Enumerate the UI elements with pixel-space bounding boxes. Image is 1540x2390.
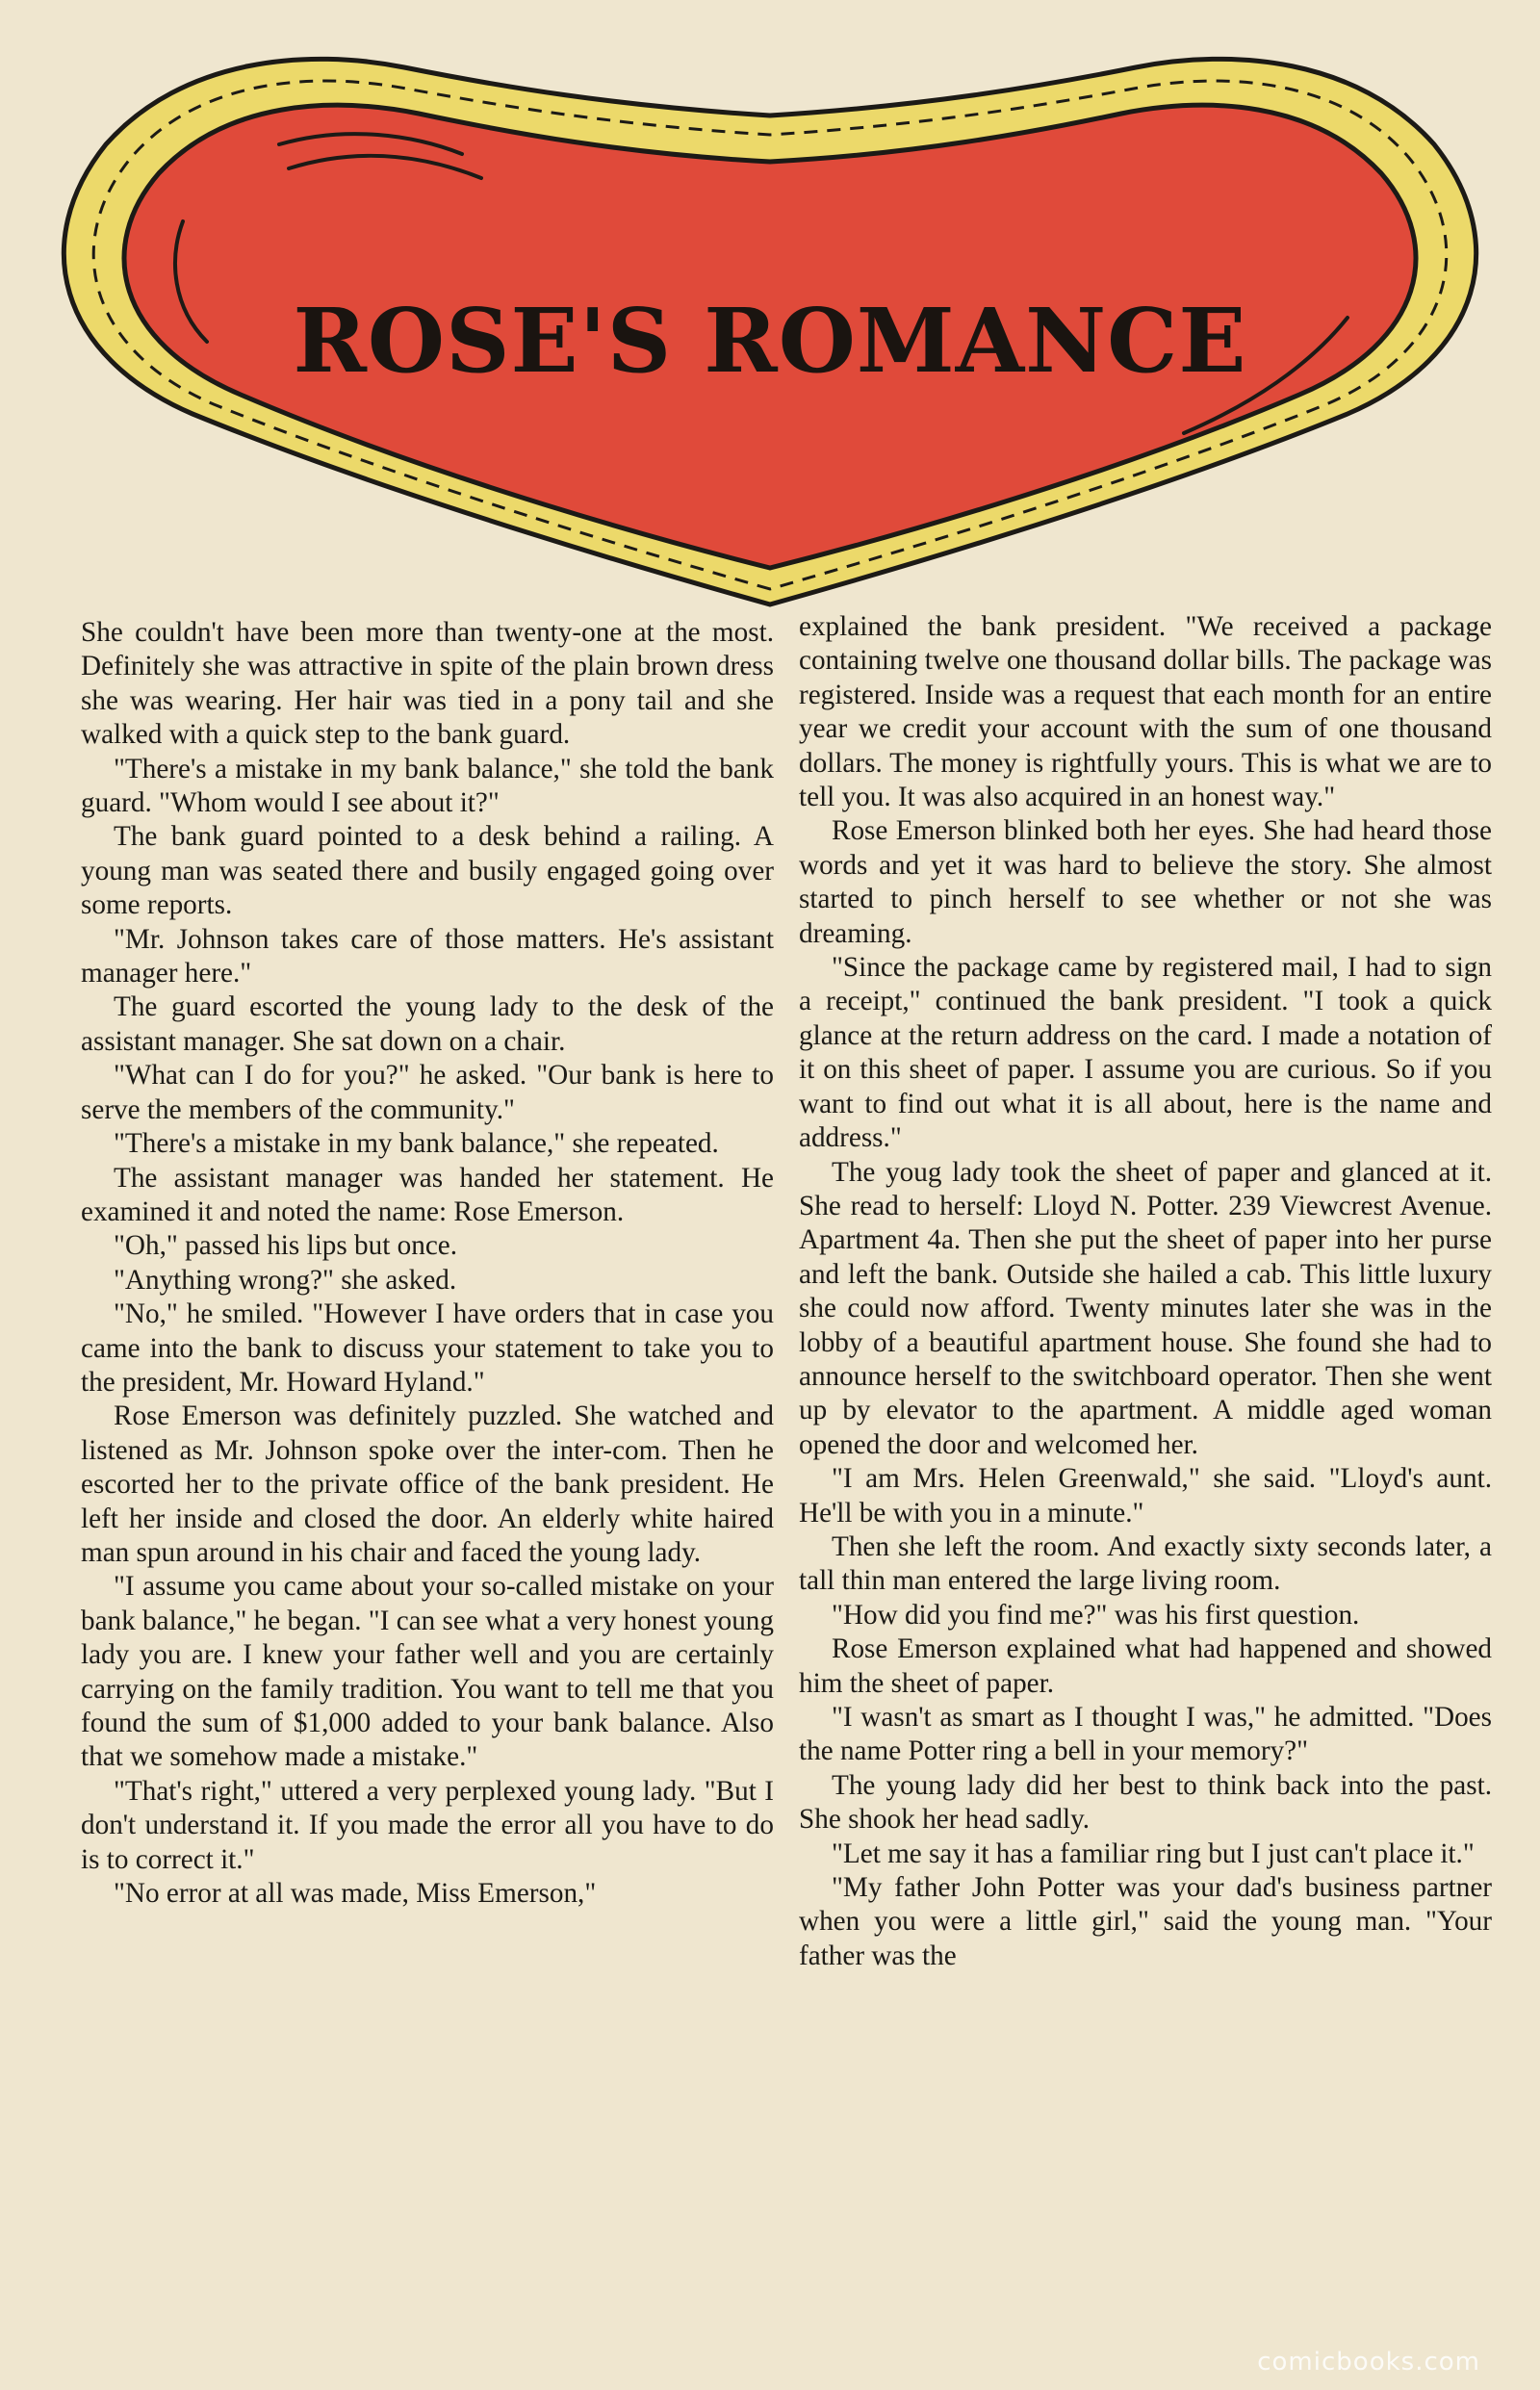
paragraph: She couldn't have been more than twenty-one at the most. Definitely she was attractive in spite of the plain brown dress she was wearing. Her hair was tied in a pony tail and she walked with a quick step to the bank guard. [81,617,774,751]
paragraph: "No error at all was made, Miss Emerson," [114,1878,597,1910]
paragraph: "There's a mistake in my bank balance," she repeated. [114,1128,719,1160]
left-column [81,616,774,1911]
paragraph: "No," he smiled. "However I have orders that in case you came into the bank to discuss your statement to take you to the president, Mr. Howard Hyland." [81,1298,774,1398]
paragraph: The young lady did her best to think back into the past. She shook her head sadly. [799,1769,1492,1836]
paragraph: "I wasn't as smart as I thought I was," he admitted. "Does the name Potter ring a bell in your memory?" [799,1702,1492,1767]
paragraph: "That's right," uttered a very perplexed young lady. "But I don't understand it. If you made the error all you have to do is to correct it." [81,1775,774,1875]
paragraph: "Anything wrong?" she asked. [114,1264,457,1296]
paragraph: Rose Emerson was definitely puzzled. She watched and listened as Mr. Johnson spoke over the inter-com. Then he escorted her to the private office of the bank president. He left her inside and closed the door. An elderly white haired man spun around in his chair and faced the young lady. [81,1401,774,1568]
paragraph: "Oh," passed his lips but once. [114,1230,458,1262]
right-column [799,610,1492,1973]
paragraph: The bank guard pointed to a desk behind a railing. A young man was seated there and busily engaged going over some reports. [81,821,774,921]
paragraph: The guard escorted the young lady to the desk of the assistant manager. She sat down on a chair. [81,991,774,1057]
watermark: comicbooks.com [1257,2348,1480,2377]
paragraph: "Mr. Johnson takes care of those matters. He's assistant manager here." [81,923,774,989]
paragraph: "My father John Potter was your dad's business partner when you were a little girl," said the young man. "Your father was the [799,1872,1492,1971]
story-title: ROSE'S ROMANCE [293,289,1247,393]
paragraph: "I assume you came about your so-called mistake on your bank balance," he began. "I can see what a very honest young lady you are. I knew your father well and you are certainly carrying on the family tradition. You want to tell me that you found the sum of $1,000 added to your bank balance. Also that we somehow made a mistake." [81,1571,774,1773]
paragraph: "What can I do for you?" he asked. "Our bank is here to serve the members of the community." [81,1060,774,1125]
paragraph: Rose Emerson explained what had happened and showed him the sheet of paper. [799,1633,1492,1699]
paragraph: Rose Emerson blinked both her eyes. She had heard those words and yet it was hard to believe the story. She almost started to pinch herself to see whether or not she was dreaming. [799,815,1492,949]
paragraph: explained the bank president. "We received a package containing twelve one thousand dollar bills. The package was registered. Inside was a request that each month for an entire year we credit your account with the sum of one thousand dollars. The money is rightfully yours. This is what we are to tell you. It was also acquired in an honest way." [799,611,1492,813]
paragraph: "There's a mistake in my bank balance," she told the bank guard. "Whom would I see about it?" [81,753,774,819]
paragraph: "I am Mrs. Helen Greenwald," she said. "Lloyd's aunt. He'll be with you in a minute." [799,1463,1492,1529]
heart-title-banner [0,0,1540,626]
paragraph: "Let me say it has a familiar ring but I just can't place it." [832,1837,1475,1869]
paragraph: Then she left the room. And exactly sixty seconds later, a tall thin man entered the large living room. [799,1530,1492,1597]
paragraph: The assistant manager was handed her statement. He examined it and noted the name: Rose Emerson. [81,1162,774,1227]
paragraph: "Since the package came by registered mail, I had to sign a receipt," continued the bank president. "I took a quick glance at the return address on the card. I made a notation of it on this sheet of paper. I assume you are curious. So if you want to find out what it is all about, here is the name and address." [799,952,1492,1154]
paragraph: "How did you find me?" was his first question. [832,1599,1360,1631]
paragraph: The youg lady took the sheet of paper and glanced at it. She read to herself: Lloyd N. Potter. 239 Viewcrest Avenue. Apartment 4a. Then she put the sheet of paper into her purse and left the bank. Outside she hailed a cab. This little luxury she could now afford. Twenty minutes later she was in the lobby of a beautiful apartment house. She found she had to announce herself to the switchboard operator. Then she went up by elevator to the apartment. A middle aged woman opened the door and welcomed her. [799,1156,1492,1460]
